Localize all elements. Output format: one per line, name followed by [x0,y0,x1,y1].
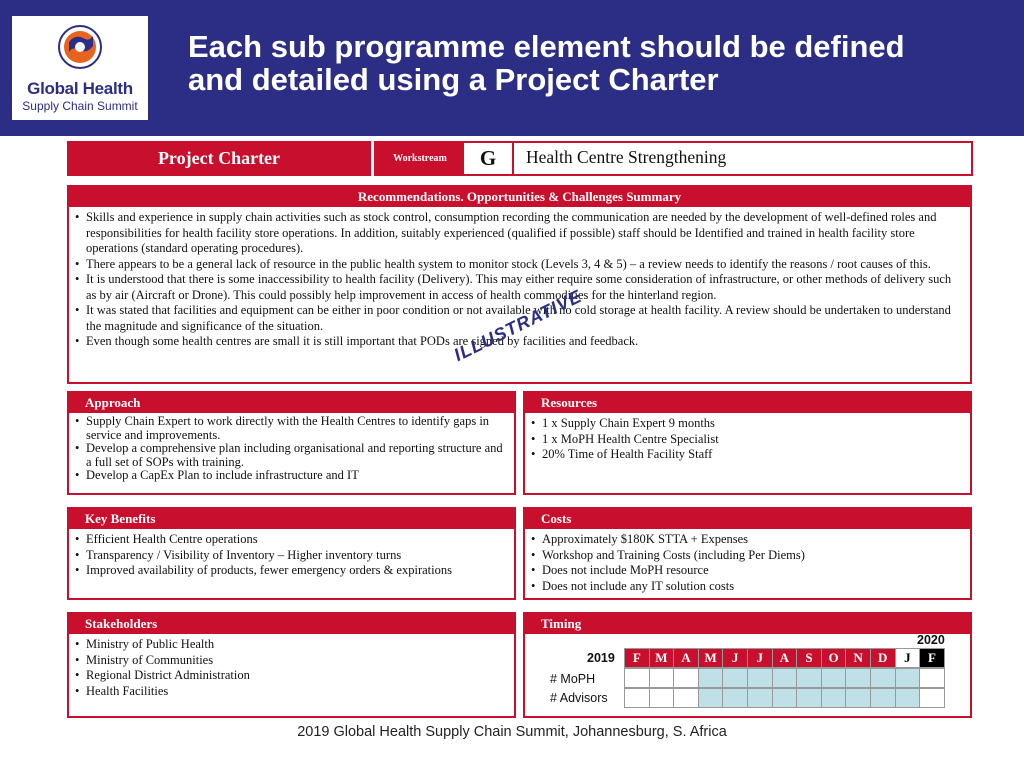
workstream-name: Health Centre Strengthening [526,147,727,167]
resources-heading: Resources [525,393,970,413]
header-banner [0,0,1024,136]
timeline-row-advisors [624,688,944,708]
list-item: • Develop a comprehensive plan including organisational and reporting structure and a full set of SOPs with training. [75,442,508,469]
page-title [188,30,1008,96]
timeline-month-cell: N [845,648,871,668]
list-item: • Transparency / Visibility of Inventory – Higher inventory turns [75,548,508,564]
logo-name-line1: Global Health [27,79,133,98]
timeline-cell [649,668,675,688]
timeline-cell-active [870,688,896,708]
timeline-cell-active [821,668,847,688]
timeline-month-cell: F [919,648,945,668]
timeline-cell-active [722,688,748,708]
list-item: • Workshop and Training Costs (including Per Diems) [531,548,964,564]
timeline-row-label: # MoPH [550,672,596,686]
list-item: • Approximately $180K STTA + Expenses [531,532,964,548]
timeline-month-cell: A [673,648,699,668]
list-item: • Even though some health centres are small it is still important that PODs are signed by facilities and feedback. [75,334,964,350]
list-item: • 20% Time of Health Facility Staff [531,447,964,463]
timeline-month-cell: J [747,648,773,668]
timeline-cell-active [845,668,871,688]
timeline-cell-active [722,668,748,688]
timeline-row-label: # Advisors [550,691,608,705]
list-item: • Skills and experience in supply chain activities such as stock control, consumption recording the communication are needed by the development of well-defined roles and responsibilities for health facility store operations. In addition, suitably experienced (qualified if possible) staff should be Identified and trained in health facility store operations (standard operating procedures). [75,210,964,257]
timeline-month-row [624,648,944,668]
timeline-month-cell: F [624,648,650,668]
footer-caption: 2019 Global Health Supply Chain Summit, Johannesburg, S. Africa [297,724,727,740]
costs-panel [523,507,972,600]
list-item: • Does not include any IT solution costs [531,579,964,595]
timeline-cell-active [895,688,921,708]
timeline-cell-active [796,688,822,708]
list-item: • Ministry of Communities [75,653,508,669]
timeline-month-cell: A [772,648,798,668]
timeline-cell [624,668,650,688]
list-item: • Ministry of Public Health [75,637,508,653]
timeline-month-cell: M [698,648,724,668]
list-item: • Develop a CapEx Plan to include infrastructure and IT [75,469,508,483]
timeline-cell-active [747,668,773,688]
list-item: • Health Facilities [75,684,508,700]
project-charter-label: Project Charter [67,141,371,176]
timeline-cell [919,668,945,688]
list-item: • Improved availability of products, fewer emergency orders & expirations [75,563,508,579]
workstream-box [374,141,973,176]
timeline-cell-active [870,668,896,688]
stakeholders-panel [67,612,516,718]
illustrative-watermark: ILLUSTRATIVE [450,285,586,366]
approach-list [75,415,508,483]
timeline-cell-active [772,688,798,708]
timeline-month-cell: M [649,648,675,668]
globe-logo-icon [57,22,103,78]
list-item: • Supply Chain Expert to work directly with the Health Centres to identify gaps in service and improvements. [75,415,508,442]
timeline-month-cell: S [796,648,822,668]
year-2019-label: 2019 [587,651,615,665]
timeline-cell [649,688,675,708]
resources-panel [523,391,972,495]
timeline-cell-active [895,668,921,688]
key-benefits-list [75,532,508,579]
costs-list [531,532,964,594]
timeline-grid [624,648,944,708]
timeline-cell-active [698,688,724,708]
list-item: • 1 x Supply Chain Expert 9 months [531,416,964,432]
timeline-month-cell: J [722,648,748,668]
timeline-cell-active [796,668,822,688]
timeline-month-cell: O [821,648,847,668]
approach-heading: Approach [69,393,514,413]
list-item: • Efficient Health Centre operations [75,532,508,548]
logo-name-line2: Supply Chain Summit [22,99,138,113]
timing-heading: Timing [525,614,970,634]
year-2020-label: 2020 [917,633,945,647]
timeline-month-cell: D [870,648,896,668]
list-item: • It is understood that there is some inaccessibility to health facility (Delivery). This may either require some consideration of infrastructure, or other methods of delivery such as by air (Aircraft or Drone). This could possibly help improvement in access of health commodities for the hinterland region. [75,272,964,303]
timeline-cell [673,688,699,708]
list-item: • Regional District Administration [75,668,508,684]
key-benefits-heading: Key Benefits [69,509,514,529]
timeline-cell-active [845,688,871,708]
timeline-cell [673,668,699,688]
title-line2: and detailed using a Project Charter [188,62,719,97]
timeline-row-moph [624,668,944,688]
costs-heading: Costs [525,509,970,529]
resources-list [531,416,964,463]
timeline-cell [919,688,945,708]
list-item: • There appears to be a general lack of resource in the public health system to monitor stock (Levels 3, 4 & 5) – a review needs to identify the reasons / root causes of this. [75,257,964,273]
approach-panel [67,391,516,495]
workstream-label: Workstream [376,143,464,174]
list-item: • Does not include MoPH resource [531,563,964,579]
list-item: • 1 x MoPH Health Centre Specialist [531,432,964,448]
recommendations-panel [67,185,972,384]
timeline-cell-active [747,688,773,708]
timeline-cell-active [772,668,798,688]
logo [12,16,148,120]
list-item: • It was stated that facilities and equipment can be either in poor condition or not available with no cold storage at health facility. A review should be undertaken to understand the magnitude and significance of the situation. [75,303,964,334]
workstream-letter: G [464,143,514,174]
title-line1: Each sub programme element should be defined [188,29,905,64]
timeline-cell-active [698,668,724,688]
stakeholders-heading: Stakeholders [69,614,514,634]
stakeholders-list [75,637,508,699]
timeline-month-cell: J [895,648,921,668]
recommendations-heading: Recommendations. Opportunities & Challenges Summary [69,187,970,207]
timeline-cell-active [821,688,847,708]
timeline-cell [624,688,650,708]
key-benefits-panel [67,507,516,600]
